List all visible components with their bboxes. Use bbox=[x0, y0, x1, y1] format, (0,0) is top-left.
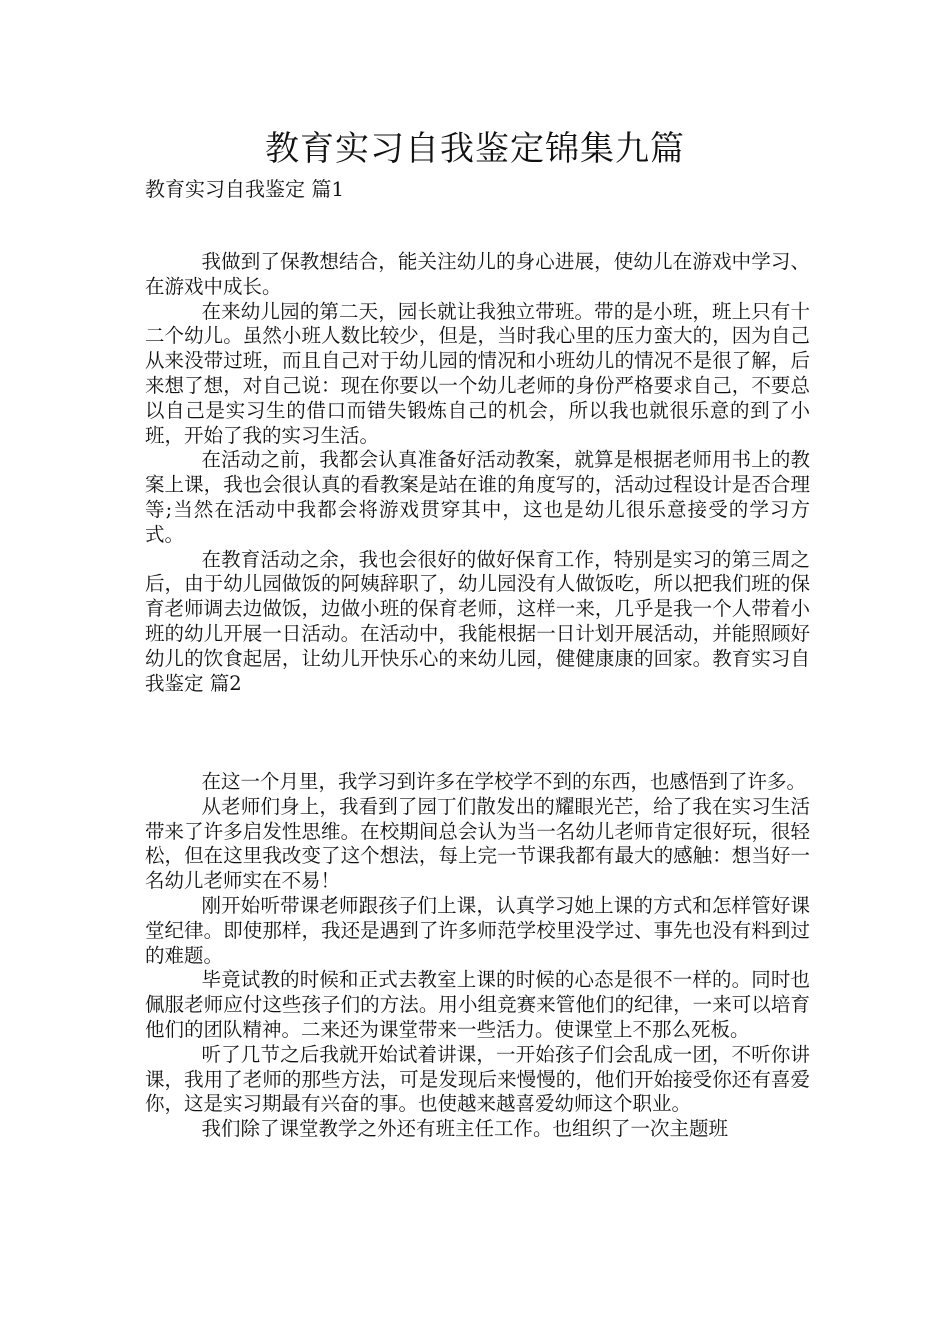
section-1-heading: 教育实习自我鉴定 篇1 bbox=[145, 177, 345, 201]
paragraph: 刚开始听带课老师跟孩子们上课，认真学习她上课的方式和怎样管好课堂纪律。即使那样，我还是遇到了许多师范学校里没学过、事先也没有料到过的难题。 bbox=[145, 893, 810, 967]
section-2-body bbox=[145, 770, 810, 1142]
section-2-heading: 教育实习自我鉴定 篇2 bbox=[145, 646, 810, 695]
paragraph bbox=[145, 548, 810, 697]
section-1-body bbox=[145, 250, 810, 696]
paragraph: 毕竟试教的时候和正式去教室上课的时候的心态是很不一样的。同时也佩服老师应付这些孩子们的方法。用小组竞赛来管他们的纪律，一来可以培育他们的团队精神。二来还为课堂带来一些活力。使课堂上不那么死板。 bbox=[145, 968, 810, 1041]
paragraph: 听了几节之后我就开始试着讲课，一开始孩子们会乱成一团，不听你讲课，我用了老师的那些方法，可是发现后来慢慢的，他们开始接受你还有喜爱你，这是实习期最有兴奋的事。也使越来越喜爱幼师这个职业。 bbox=[145, 1042, 810, 1116]
paragraph-text: 在教育活动之余，我也会很好的做好保育工作，特别是实习的第三周之后，由于幼儿园做饭的阿姨辞职了，幼儿园没有人做饭吃，所以把我们班的保育老师调去边做饭，边做小班的保育老师，这样一来，几乎是我一个人带着小班的幼儿开展一日活动。在活动中，我能根据一日计划开展活动，并能照顾好幼儿的饮食起居，让幼儿开快乐心的来幼儿园，健健康康的回家。 bbox=[145, 547, 810, 670]
paragraph: 从老师们身上，我看到了园丁们散发出的耀眼光芒，给了我在实习生活带来了许多启发性思维。在校期间总会认为当一名幼儿老师肯定很好玩，很轻松，但在这里我改变了这个想法，每上完一节课我都有最大的感触：想当好一名幼儿老师实在不易！ bbox=[145, 794, 810, 893]
paragraph: 在这一个月里，我学习到许多在学校学不到的东西，也感悟到了许多。 bbox=[201, 770, 807, 793]
paragraph: 在活动之前，我都会认真准备好活动教案，就算是根据老师用书上的教案上课，我也会很认真的看教案是站在谁的角度写的，活动过程设计是否合理等;当然在活动中我都会将游戏贯穿其中，这也是幼儿很乐意接受的学习方式。 bbox=[145, 448, 810, 546]
paragraph: 我做到了保教想结合，能关注幼儿的身心进展，使幼儿在游戏中学习、在游戏中成长。 bbox=[145, 250, 810, 298]
paragraph: 在来幼儿园的第二天，园长就让我独立带班。带的是小班，班上只有十二个幼儿。虽然小班人数比较少，但是，当时我心里的压力蛮大的，因为自己从来没带过班，而且自己对于幼儿园的情况和小班幼儿的情况不是很了解，后来想了想，对自己说：现在你要以一个幼儿老师的身份严格要求自己，不要总以自己是实习生的借口而错失锻炼自己的机会，所以我也就很乐意的到了小班，开始了我的实习生活。 bbox=[145, 299, 810, 447]
document-title: 教育实习自我鉴定锦集九篇 bbox=[265, 129, 685, 169]
paragraph: 我们除了课堂教学之外还有班主任工作。也组织了一次主题班 bbox=[201, 1117, 729, 1141]
